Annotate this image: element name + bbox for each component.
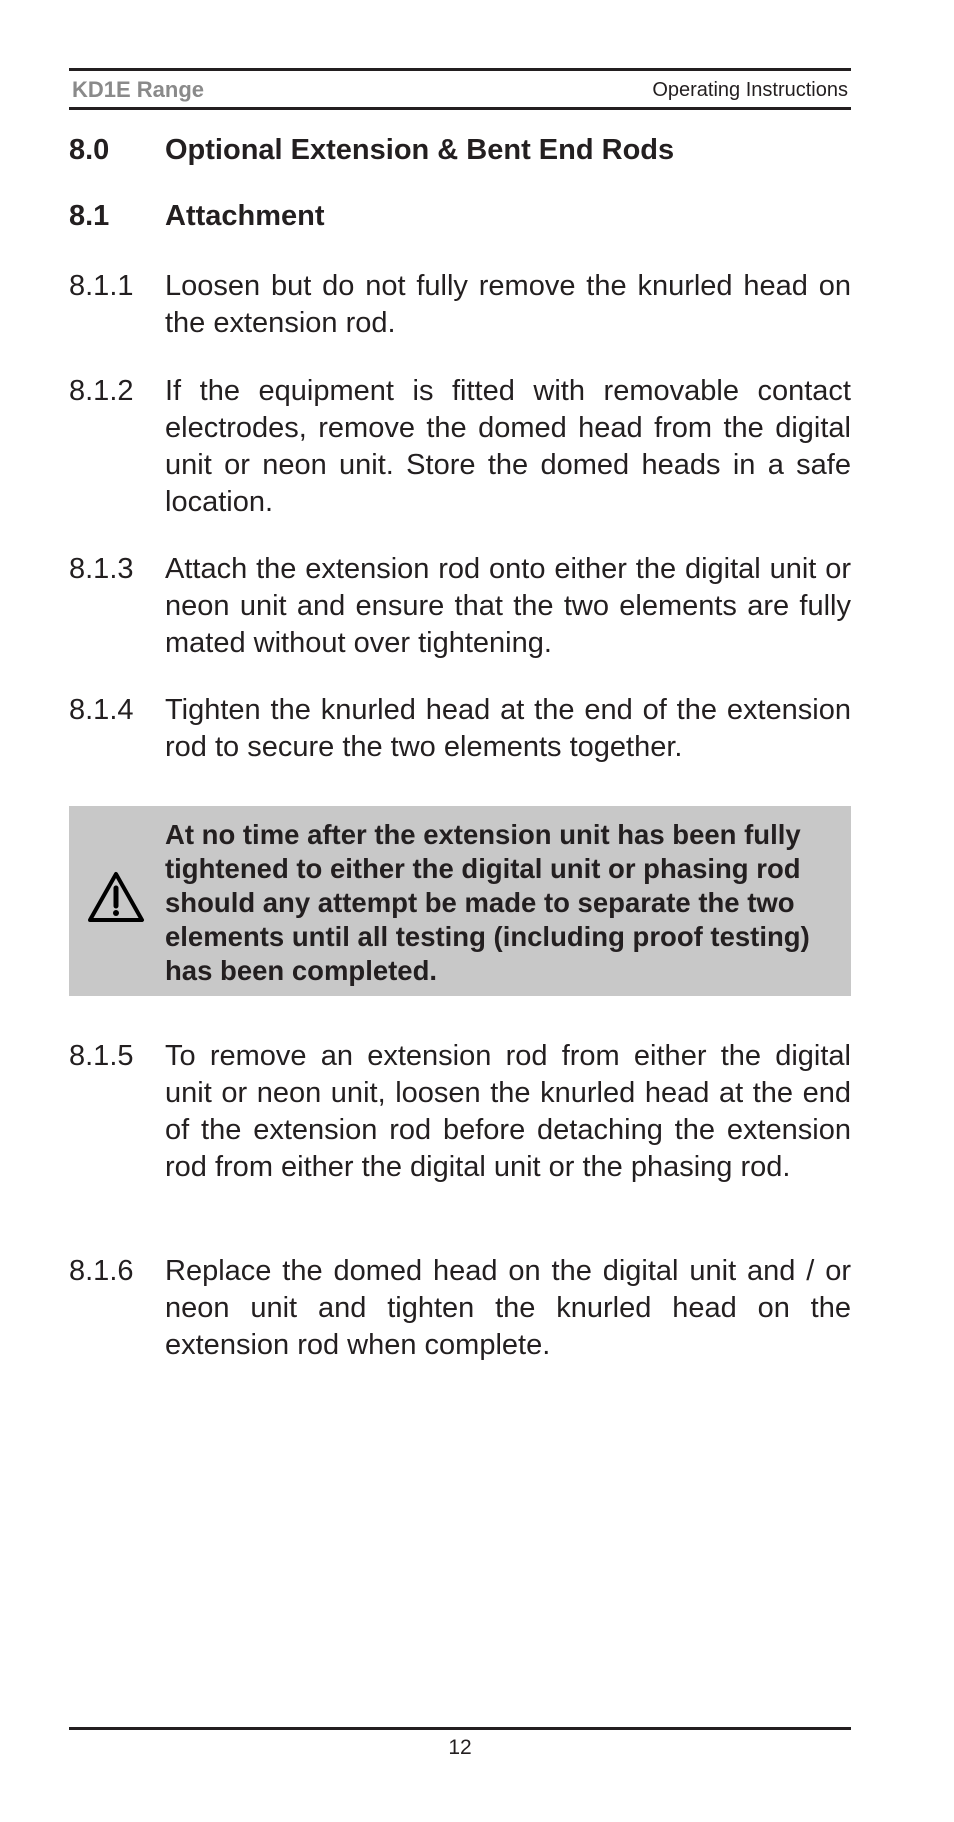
item-text: Loosen but do not fully remove the knurled head on the extension rod. [165,270,851,339]
footer-divider [69,1727,851,1730]
item-number: 8.1.2 [69,375,134,407]
list-item [69,373,851,521]
warning-box [69,806,851,996]
section-title: Optional Extension & Bent End Rods [165,134,675,166]
item-number: 8.1.4 [69,694,134,726]
subsection-title: Attachment [165,200,325,232]
item-text: Tighten the knurled head at the end of the extension rod to secure the two elements together. [165,694,851,763]
item-number: 8.1.1 [69,270,134,302]
header-document-type: Operating Instructions [652,79,848,101]
warning-text: At no time after the extension unit has been fully tightened to either the digital unit or phasing rod should any attempt be made to separate the two elements until all testing (including proof testing) has been completed. [165,819,810,986]
item-text: Replace the domed head on the digital unit and / or neon unit and tighten the knurled head on the extension rod when complete. [165,1255,851,1361]
item-number: 8.1.3 [69,553,134,585]
item-text: If the equipment is fitted with removable contact electrodes, remove the domed head from the digital unit or neon unit. Store the domed heads in a safe location. [165,375,851,518]
document-page [69,0,851,1822]
item-text: Attach the extension rod onto either the digital unit or neon unit and ensure that the two elements are fully mated without over tightening. [165,553,851,659]
item-text: To remove an extension rod from either the digital unit or neon unit, loosen the knurled head at the end of the extension rod before detaching the extension rod from either the digital unit or the phasing rod. [165,1040,851,1183]
list-item [69,268,851,342]
page-number: 12 [448,1736,472,1759]
list-item [69,1253,851,1364]
item-number: 8.1.5 [69,1040,134,1072]
subsection-number: 8.1 [69,200,110,232]
section-number: 8.0 [69,134,110,166]
list-item [69,692,851,766]
warning-triangle-icon [87,870,145,924]
page-header [69,68,851,110]
list-item [69,551,851,662]
item-number: 8.1.6 [69,1255,134,1287]
header-product-name: KD1E Range [72,77,205,102]
list-item [69,1038,851,1186]
